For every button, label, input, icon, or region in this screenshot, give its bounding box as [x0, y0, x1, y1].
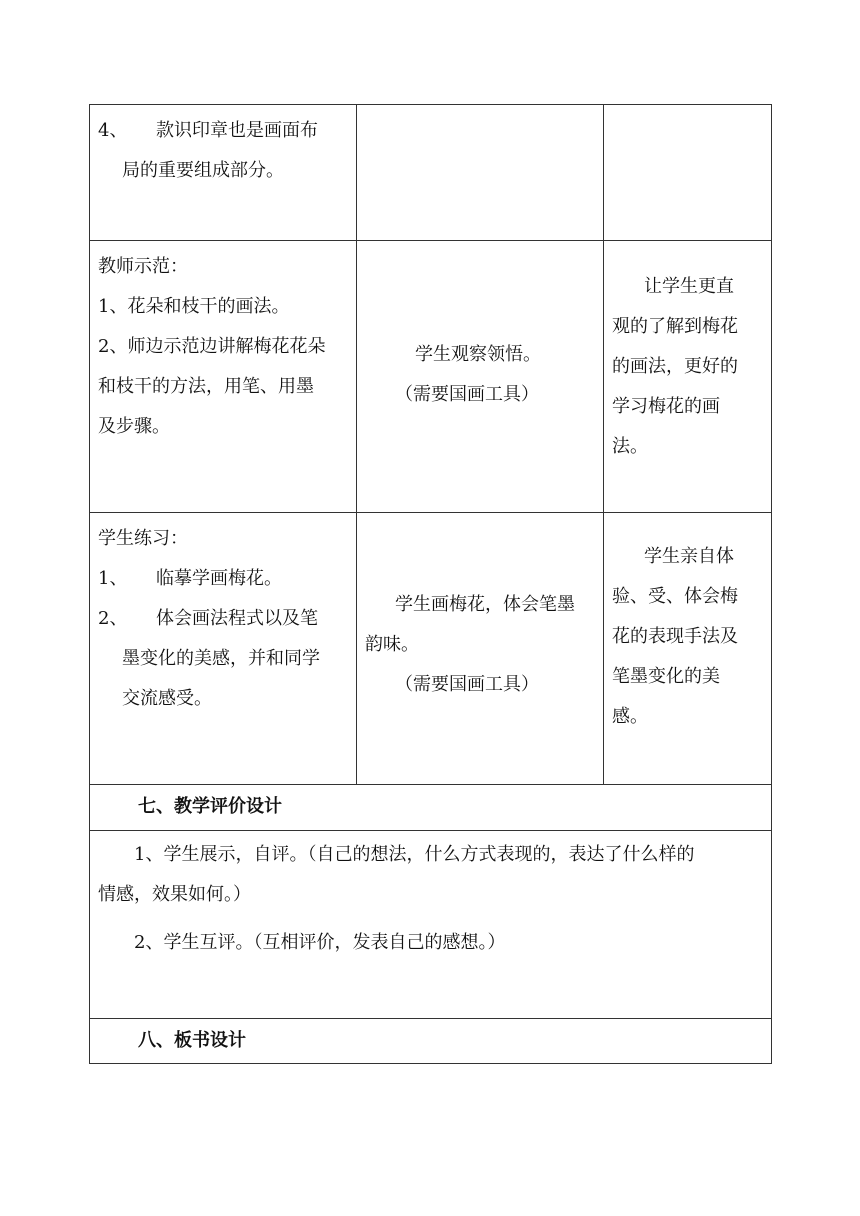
activity-heading: 学生练习： [98, 528, 188, 549]
purpose-line: 法。 [612, 436, 648, 457]
section-7-title: 七、教学评价设计 [138, 796, 282, 817]
item-text: 款识印章也是画面布 [156, 120, 318, 141]
purpose-line: 让学生更直 [644, 276, 734, 297]
student-line: （需要国画工具） [395, 674, 539, 695]
activity-line [98, 559, 356, 599]
evaluation-line: 1、学生展示，自评。（自己的想法，什么方式表现的，表达了什么样的 [134, 844, 695, 865]
purpose-line: 的画法，更好的 [612, 356, 738, 377]
purpose-line: 学习梅花的画 [612, 396, 720, 417]
student-cell [357, 105, 604, 241]
activity-cell [90, 513, 357, 785]
activity-cell [90, 105, 357, 241]
purpose-cell [604, 241, 772, 513]
activity-line: 2、师边示范边讲解梅花花朵 [98, 336, 326, 357]
table-row [90, 105, 772, 241]
evaluation-line: 2、学生互评。（互相评价，发表自己的感想。） [134, 932, 506, 953]
purpose-line: 观的了解到梅花 [612, 316, 738, 337]
activity-line: 和枝干的方法，用笔、用墨 [98, 376, 314, 397]
purpose-cell [604, 105, 772, 241]
activity-line [98, 599, 356, 639]
activity-line: 及步骤。 [98, 416, 170, 437]
purpose-line: 感。 [612, 706, 648, 727]
purpose-line: 验、受、体会梅 [612, 586, 738, 607]
activity-heading: 教师示范： [98, 256, 188, 277]
activity-cell [90, 241, 357, 513]
activity-line: 交流感受。 [122, 688, 212, 709]
purpose-line: 笔墨变化的美 [612, 666, 720, 687]
purpose-line: 花的表现手法及 [612, 626, 738, 647]
student-line: 韵味。 [365, 634, 419, 655]
purpose-cell [604, 513, 772, 785]
student-cell [357, 241, 604, 513]
section-heading-cell [90, 1019, 772, 1064]
item-number: 1、 [98, 568, 128, 589]
activity-line: 1、花朵和枝干的画法。 [98, 296, 290, 317]
item-text: 体会画法程式以及笔 [156, 608, 318, 629]
student-line: 学生观察领悟。 [415, 344, 541, 365]
activity-line: 局的重要组成部分。 [122, 160, 284, 181]
activity-line: 墨变化的美感，并和同学 [122, 648, 320, 669]
student-cell [357, 513, 604, 785]
table-row [90, 513, 772, 785]
activity-line [98, 111, 356, 151]
table-row [90, 241, 772, 513]
item-number: 4、 [98, 120, 128, 141]
student-line: 学生画梅花，体会笔墨 [395, 594, 575, 615]
student-line: （需要国画工具） [395, 384, 539, 405]
section-heading-cell [90, 785, 772, 831]
lesson-plan-table [89, 104, 772, 1064]
item-text: 临摹学画梅花。 [156, 568, 282, 589]
item-number: 2、 [98, 608, 128, 629]
evaluation-line: 情感，效果如何。） [98, 884, 251, 905]
table-row [90, 785, 772, 831]
table-row [90, 831, 772, 1019]
purpose-line: 学生亲自体 [644, 546, 734, 567]
table-row [90, 1019, 772, 1064]
section-8-title: 八、板书设计 [138, 1030, 246, 1051]
section-body-cell [90, 831, 772, 1019]
